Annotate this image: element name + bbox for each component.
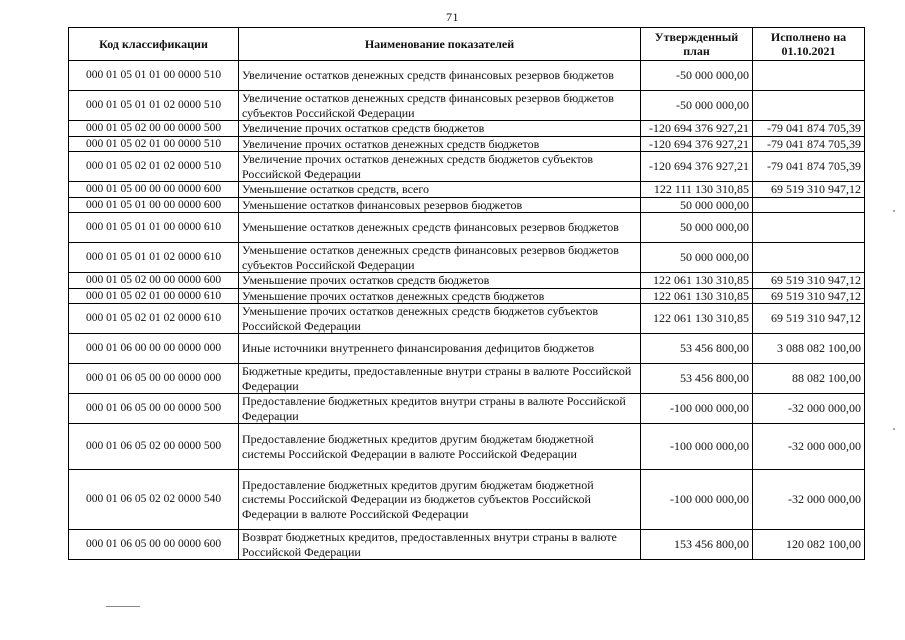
row-code: 000 01 05 01 01 00 0000 510 <box>69 61 239 91</box>
row-plan: 53 456 800,00 <box>641 334 753 364</box>
row-actual <box>753 61 865 91</box>
table-header-row <box>69 28 865 61</box>
row-name: Возврат бюджетных кредитов, предоставленных внутри страны в валюте Российской Федерации <box>239 530 641 560</box>
row-name: Увеличение прочих остатков денежных средств бюджетов <box>239 136 641 152</box>
row-actual: 69 519 310 947,12 <box>753 288 865 304</box>
row-name: Уменьшение остатков финансовых резервов бюджетов <box>239 197 641 213</box>
row-plan: -120 694 376 927,21 <box>641 136 753 152</box>
table-row <box>69 424 865 470</box>
table-row <box>69 470 865 530</box>
row-actual <box>753 91 865 121</box>
row-name: Иные источники внутреннего финансирования дефицитов бюджетов <box>239 334 641 364</box>
row-plan: 50 000 000,00 <box>641 213 753 243</box>
row-actual: 120 082 100,00 <box>753 530 865 560</box>
header-code: Код классификации <box>69 28 239 61</box>
row-plan: -50 000 000,00 <box>641 61 753 91</box>
row-actual <box>753 213 865 243</box>
row-plan: -100 000 000,00 <box>641 424 753 470</box>
row-code: 000 01 06 05 02 02 0000 540 <box>69 470 239 530</box>
row-code: 000 01 05 01 01 02 0000 510 <box>69 91 239 121</box>
table-row <box>69 273 865 289</box>
table-row <box>69 304 865 334</box>
row-name: Предоставление бюджетных кредитов внутри страны в валюте Российской Федерации <box>239 394 641 424</box>
scan-mark <box>893 210 895 212</box>
row-name: Уменьшение прочих остатков денежных средств бюджетов субъектов Российской Федерации <box>239 304 641 334</box>
row-code: 000 01 06 05 00 00 0000 000 <box>69 364 239 394</box>
row-name: Уменьшение остатков денежных средств финансовых резервов бюджетов <box>239 213 641 243</box>
row-plan: 122 061 130 310,85 <box>641 273 753 289</box>
table-row <box>69 334 865 364</box>
table-row <box>69 288 865 304</box>
row-plan: 122 111 130 310,85 <box>641 182 753 198</box>
row-actual: -32 000 000,00 <box>753 424 865 470</box>
row-plan: -100 000 000,00 <box>641 470 753 530</box>
row-name: Увеличение прочих остатков средств бюджетов <box>239 121 641 137</box>
row-code: 000 01 05 00 00 00 0000 600 <box>69 182 239 198</box>
table-body <box>69 61 865 560</box>
row-code: 000 01 06 05 00 00 0000 500 <box>69 394 239 424</box>
table-row <box>69 197 865 213</box>
row-name: Уменьшение остатков денежных средств финансовых резервов бюджетов субъектов Российской Федерации <box>239 243 641 273</box>
table-row <box>69 152 865 182</box>
row-name: Предоставление бюджетных кредитов другим бюджетам бюджетной системы Российской Федерации в валюте Российской Федерации <box>239 424 641 470</box>
row-code: 000 01 05 02 00 00 0000 600 <box>69 273 239 289</box>
row-actual: -32 000 000,00 <box>753 470 865 530</box>
row-plan: 153 456 800,00 <box>641 530 753 560</box>
row-name: Увеличение остатков денежных средств финансовых резервов бюджетов субъектов Российской Федерации <box>239 91 641 121</box>
row-actual <box>753 197 865 213</box>
table-row <box>69 394 865 424</box>
header-plan: Утвержденный план <box>641 28 753 61</box>
row-name: Уменьшение прочих остатков денежных средств бюджетов <box>239 288 641 304</box>
row-code: 000 01 05 01 01 02 0000 610 <box>69 243 239 273</box>
table-row <box>69 213 865 243</box>
row-name: Бюджетные кредиты, предоставленные внутри страны в валюте Российской Федерации <box>239 364 641 394</box>
row-plan: -50 000 000,00 <box>641 91 753 121</box>
table-row <box>69 91 865 121</box>
scan-mark <box>893 428 895 430</box>
row-actual: -79 041 874 705,39 <box>753 136 865 152</box>
table-row <box>69 364 865 394</box>
header-name: Наименование показателей <box>239 28 641 61</box>
row-name: Увеличение прочих остатков денежных средств бюджетов субъектов Российской Федерации <box>239 152 641 182</box>
row-actual: -79 041 874 705,39 <box>753 121 865 137</box>
table-row <box>69 61 865 91</box>
header-actual: Исполнено на 01.10.2021 <box>753 28 865 61</box>
row-plan: 50 000 000,00 <box>641 197 753 213</box>
row-name: Уменьшение прочих остатков средств бюджетов <box>239 273 641 289</box>
row-plan: 122 061 130 310,85 <box>641 304 753 334</box>
table-row <box>69 182 865 198</box>
row-code: 000 01 05 02 01 00 0000 510 <box>69 136 239 152</box>
row-actual: 69 519 310 947,12 <box>753 273 865 289</box>
row-name: Увеличение остатков денежных средств финансовых резервов бюджетов <box>239 61 641 91</box>
row-code: 000 01 05 01 01 00 0000 610 <box>69 213 239 243</box>
footnote-rule <box>106 606 140 607</box>
budget-sources-table <box>68 27 865 560</box>
row-actual: 69 519 310 947,12 <box>753 182 865 198</box>
row-code: 000 01 05 02 00 00 0000 500 <box>69 121 239 137</box>
row-plan: -120 694 376 927,21 <box>641 152 753 182</box>
row-code: 000 01 05 02 01 00 0000 610 <box>69 288 239 304</box>
table-row <box>69 530 865 560</box>
row-code: 000 01 06 05 00 00 0000 600 <box>69 530 239 560</box>
row-code: 000 01 06 00 00 00 0000 000 <box>69 334 239 364</box>
row-code: 000 01 05 02 01 02 0000 510 <box>69 152 239 182</box>
table-row <box>69 136 865 152</box>
row-name: Предоставление бюджетных кредитов другим бюджетам бюджетной системы Российской Федерации из бюджетов субъектов Российской Федерации в валюте Российской Федерации <box>239 470 641 530</box>
row-plan: 50 000 000,00 <box>641 243 753 273</box>
table-row <box>69 243 865 273</box>
row-plan: 122 061 130 310,85 <box>641 288 753 304</box>
row-code: 000 01 06 05 02 00 0000 500 <box>69 424 239 470</box>
row-code: 000 01 05 01 00 00 0000 600 <box>69 197 239 213</box>
row-code: 000 01 05 02 01 02 0000 610 <box>69 304 239 334</box>
table-row <box>69 121 865 137</box>
row-actual: 69 519 310 947,12 <box>753 304 865 334</box>
row-plan: 53 456 800,00 <box>641 364 753 394</box>
page-number: 71 <box>446 10 459 24</box>
row-actual: 88 082 100,00 <box>753 364 865 394</box>
row-name: Уменьшение остатков средств, всего <box>239 182 641 198</box>
row-actual: -79 041 874 705,39 <box>753 152 865 182</box>
row-plan: -120 694 376 927,21 <box>641 121 753 137</box>
row-actual: -32 000 000,00 <box>753 394 865 424</box>
row-actual <box>753 243 865 273</box>
row-plan: -100 000 000,00 <box>641 394 753 424</box>
row-actual: 3 088 082 100,00 <box>753 334 865 364</box>
